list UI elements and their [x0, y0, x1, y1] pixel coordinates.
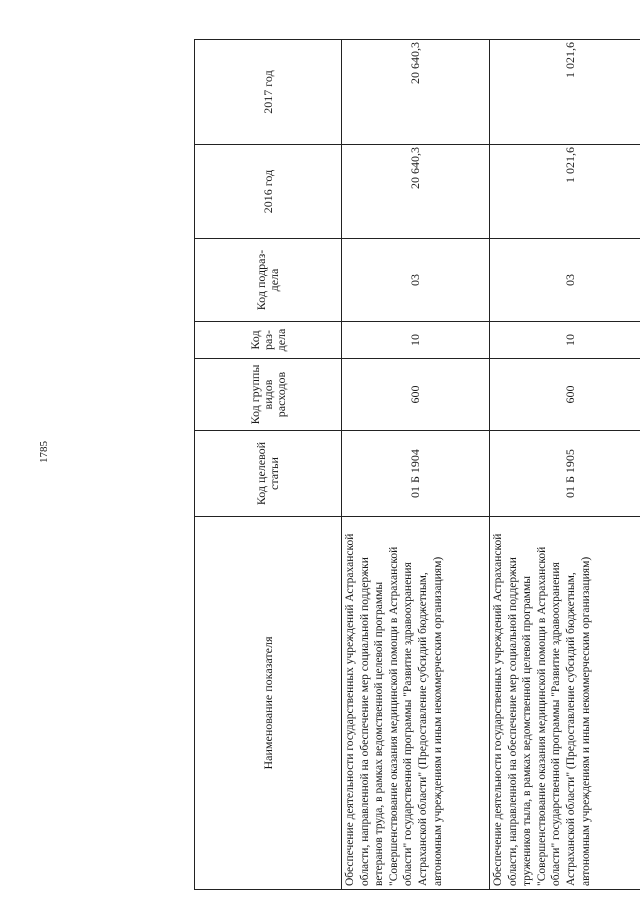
- budget-table: [194, 39, 640, 890]
- row-subsection-code: 03: [490, 239, 640, 322]
- header-section-code: Код раз- дела: [195, 322, 342, 359]
- header-year-2017: 2017 год: [195, 40, 342, 145]
- row-section-code: 10: [342, 322, 490, 359]
- row-section-code: 10: [490, 322, 640, 359]
- row-year-2017: 1 021,6: [490, 40, 640, 145]
- row-name: Обеспечение деятельности государственных учреждений Астраханской области, направленной на обеспечение мер социальной поддержки ветеранов труда, в рамках ведомственной целевой программы "Совершенствование оказания медицинской помощи в Астраханской области" государственной программы "Развитие здравоохранения Астраханской области" (Предоставление субсидий бюджетным, автономным учреждениям и иным некоммерческим организациям): [342, 517, 490, 890]
- row-name: Обеспечение деятельности государственных учреждений Астраханской области, направленной на обеспечение мер социальной поддержки тружеников тыла, в рамках ведомственной целевой программы "Совершенствование оказания медицинской помощи в Астраханской области" государственной программы "Развитие здравоохранения Астраханской области" (Предоставление субсидий бюджетным, автономным учреждениям и иным некоммерческим организациям): [490, 517, 640, 890]
- table-row: [342, 40, 490, 890]
- row-year-2016: 20 640,3: [342, 145, 490, 239]
- table-row: [490, 40, 640, 890]
- header-expense-group-code: Код группы видов расходов: [195, 359, 342, 431]
- header-subsection-code: Код подраз- дела: [195, 239, 342, 322]
- header-name: Наименование показателя: [195, 517, 342, 890]
- row-target-code: 01 Б 1905: [490, 431, 640, 517]
- row-year-2016: 1 021,6: [490, 145, 640, 239]
- row-expense-group-code: 600: [342, 359, 490, 431]
- header-year-2016: 2016 год: [195, 145, 342, 239]
- row-expense-group-code: 600: [490, 359, 640, 431]
- header-target-code: Код целевой статьи: [195, 431, 342, 517]
- page-number: 1785: [38, 441, 50, 463]
- row-target-code: 01 Б 1904: [342, 431, 490, 517]
- row-year-2017: 20 640,3: [342, 40, 490, 145]
- table-header-row: [195, 40, 342, 890]
- row-subsection-code: 03: [342, 239, 490, 322]
- budget-table-rotated: [194, 40, 592, 890]
